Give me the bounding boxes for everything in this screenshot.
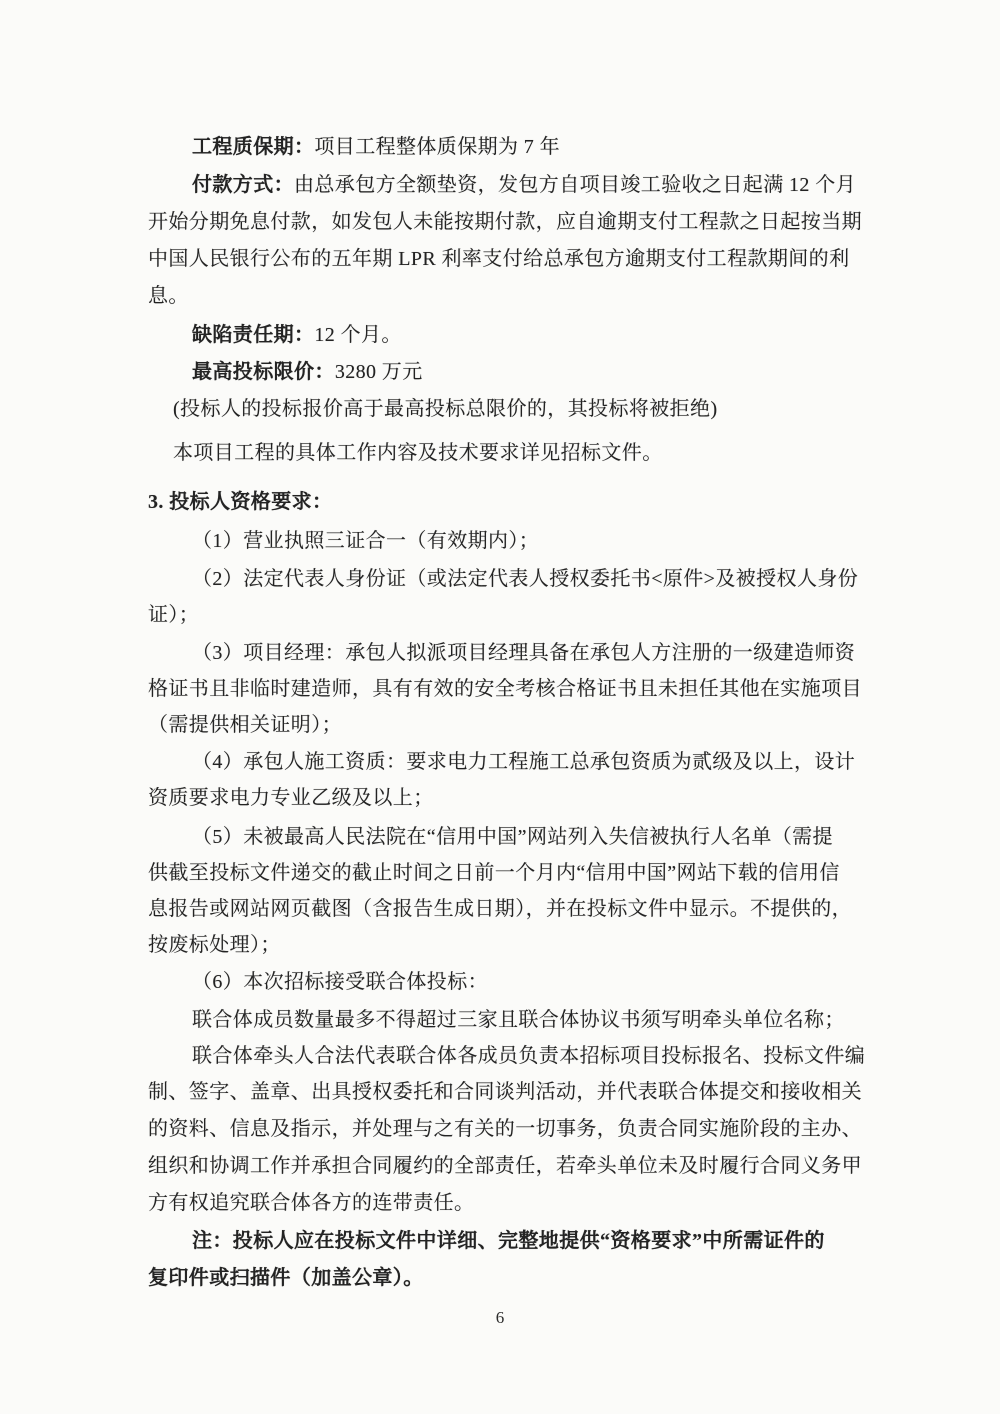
payment-method-continuation: 中国人民银行公布的五年期 LPR 利率支付给总承包方逾期支付工程款期间的利 <box>148 248 850 270</box>
page-number: 6 <box>495 1308 505 1327</box>
consortium-leader-continuation: 组织和协调工作并承担合同履约的全部责任，若牵头单位未及时履行合同义务甲 <box>148 1155 862 1177</box>
payment-method-line <box>148 172 952 198</box>
requirement-item-5-continuation: 按废标处理）； <box>148 934 281 956</box>
warranty-period-value: 项目工程整体质保期为 7 年 <box>314 136 561 158</box>
consortium-leader-continuation: 制、签字、盖章、出具授权委托和合同谈判活动，并代表联合体提交和接收相关 <box>148 1081 862 1103</box>
work-scope-note: 本项目工程的具体工作内容及技术要求详见招标文件。 <box>173 442 663 464</box>
requirement-item-3-continuation: 格证书且非临时建造师，具有有效的安全考核合格证书且未担任其他在实施项目 <box>148 678 862 700</box>
note-line-continuation: 复印件或扫描件（加盖公章）。 <box>148 1267 424 1289</box>
requirement-item-1: （1）营业执照三证合一（有效期内）； <box>192 530 540 552</box>
max-bid-price-label: 最高投标限价： <box>192 361 335 383</box>
consortium-leader-line: 联合体牵头人合法代表联合体各成员负责本招标项目投标报名、投标文件编 <box>192 1045 866 1067</box>
note-line: 注：投标人应在投标文件中详细、完整地提供“资格要求”中所需证件的 <box>192 1230 825 1252</box>
requirement-item-3: （3）项目经理：承包人拟派项目经理具备在承包人方注册的一级建造师资 <box>192 642 856 664</box>
requirement-item-3-continuation: （需提供相关证明）； <box>148 714 342 736</box>
section-3-heading: 3. 投标人资格要求： <box>148 491 333 513</box>
payment-method-continuation: 息。 <box>148 285 189 307</box>
payment-method-label: 付款方式： <box>192 174 294 196</box>
defect-liability-label: 缺陷责任期： <box>192 324 315 346</box>
requirement-item-2-continuation: 证）； <box>148 604 200 626</box>
defect-liability-line <box>148 322 952 348</box>
requirement-item-5-continuation: 供截至投标文件递交的截止时间之日前一个月内“信用中国”网站下载的信用信 <box>148 862 840 884</box>
warranty-period-label: 工程质保期： <box>192 136 315 158</box>
payment-method-value: 由总承包方全额垫资，发包方自项目竣工验收之日起满 12 个月 <box>294 174 856 196</box>
bid-rejection-note: (投标人的投标报价高于最高投标总限价的，其投标将被拒绝) <box>173 398 718 420</box>
max-bid-price-line <box>148 359 952 385</box>
requirement-item-2: （2）法定代表人身份证（或法定代表人授权委托书<原件>及被授权人身份 <box>192 568 859 590</box>
consortium-leader-continuation: 方有权追究联合体各方的连带责任。 <box>148 1192 475 1214</box>
requirement-item-5-continuation: 息报告或网站网页截图（含报告生成日期），并在投标文件中显示。不提供的， <box>148 898 852 920</box>
warranty-period-line <box>148 134 952 160</box>
requirement-item-4-continuation: 资质要求电力专业乙级及以上； <box>148 787 434 809</box>
consortium-members-line: 联合体成员数量最多不得超过三家且联合体协议书须写明牵头单位名称； <box>192 1009 845 1031</box>
payment-method-continuation: 开始分期免息付款，如发包人未能按期付款，应自逾期支付工程款之日起按当期 <box>148 211 862 233</box>
defect-liability-value: 12 个月。 <box>314 324 402 346</box>
requirement-item-4: （4）承包人施工资质：要求电力工程施工总承包资质为贰级及以上，设计 <box>192 751 856 773</box>
max-bid-price-value: 3280 万元 <box>334 361 423 383</box>
requirement-item-5: （5）未被最高人民法院在“信用中国”网站列入失信被执行人名单（需提 <box>192 826 833 848</box>
requirement-item-6: （6）本次招标接受联合体投标： <box>192 971 488 993</box>
consortium-leader-continuation: 的资料、信息及指示，并处理与之有关的一切事务，负责合同实施阶段的主办、 <box>148 1118 862 1140</box>
